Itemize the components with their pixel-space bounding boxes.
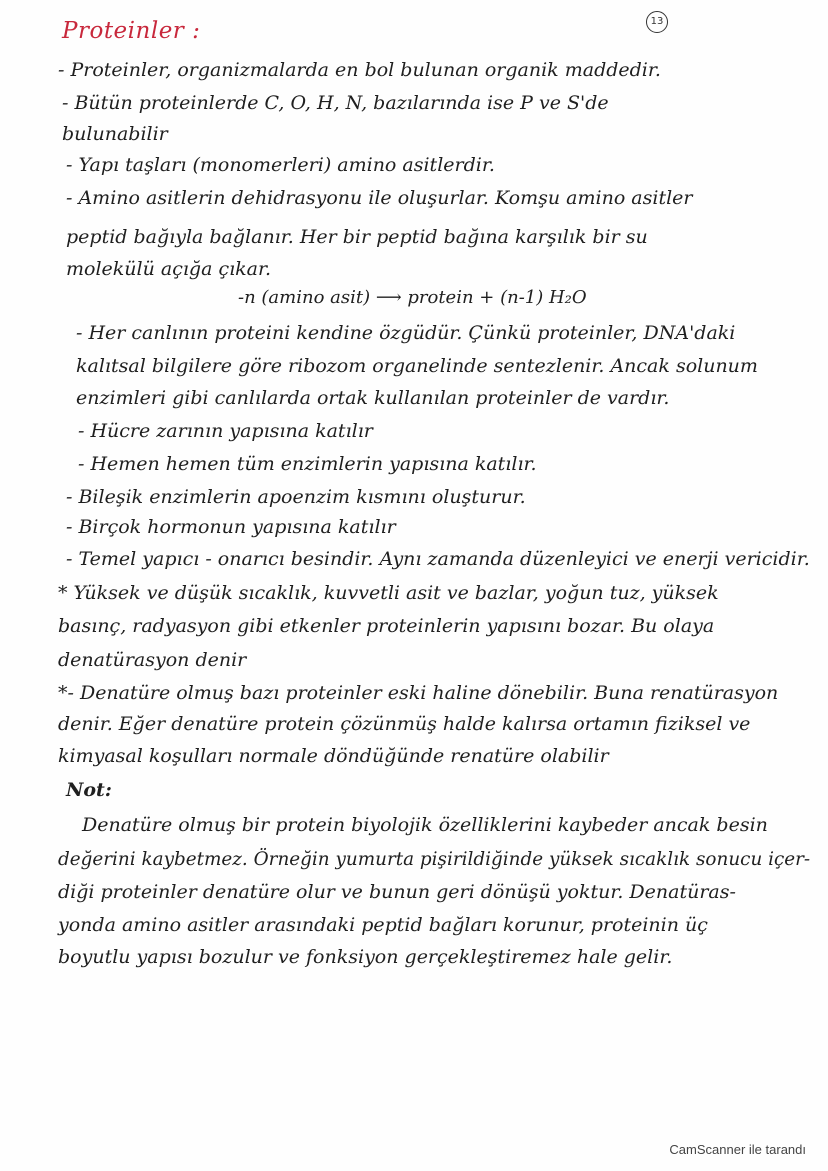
note-line: yonda amino asitler arasındaki peptid bağları korunur, proteinin üç — [58, 914, 708, 936]
note-line: - Birçok hormonun yapısına katılır — [66, 516, 396, 538]
note-line: kalıtsal bilgilere göre ribozom organelinde sentezlenir. Ancak solunum — [76, 355, 758, 377]
note-line: - Temel yapıcı - onarıcı besindir. Aynı zamanda düzenleyici ve enerji vericidir. — [66, 548, 810, 570]
page-number-badge: 13 — [646, 11, 668, 33]
note-line: diği proteinler denatüre olur ve bunun geri dönüşü yoktur. Denatüras- — [58, 881, 736, 903]
note-heading: Not: — [66, 779, 112, 801]
note-line: molekülü açığa çıkar. — [66, 258, 272, 280]
note-line: basınç, radyasyon gibi etkenler proteinlerin yapısını bozar. Bu olaya — [58, 615, 715, 637]
note-line: - Yapı taşları (monomerleri) amino asitlerdir. — [66, 154, 495, 176]
note-line: değerini kaybetmez. Örneğin yumurta pişirildiğinde yüksek sıcaklık sonucu içer- — [58, 848, 811, 870]
note-line: * Yüksek ve düşük sıcaklık, kuvvetli asit ve bazlar, yoğun tuz, yüksek — [58, 582, 719, 604]
note-line: - Her canlının proteini kendine özgüdür. Çünkü proteinler, DNA'daki — [76, 322, 736, 344]
formula-line: -n (amino asit) ⟶ protein + (n-1) H₂O — [238, 287, 587, 308]
note-line: - Amino asitlerin dehidrasyonu ile oluşurlar. Komşu amino asitler — [66, 187, 693, 209]
note-line: enzimleri gibi canlılarda ortak kullanılan proteinler de vardır. — [76, 387, 670, 409]
note-line: kimyasal koşulları normale döndüğünde renatüre olabilir — [58, 745, 609, 767]
note-line: bulunabilir — [62, 123, 168, 145]
note-line: denir. Eğer denatüre protein çözünmüş halde kalırsa ortamın fiziksel ve — [58, 713, 751, 735]
note-line: - Hücre zarının yapısına katılır — [78, 420, 373, 442]
page-title: Proteinler : — [62, 18, 201, 44]
note-line: *- Denatüre olmuş bazı proteinler eski haline dönebilir. Buna renatürasyon — [58, 682, 779, 704]
note-line: - Hemen hemen tüm enzimlerin yapısına katılır. — [78, 453, 537, 475]
note-line: denatürasyon denir — [58, 649, 247, 671]
note-line: - Bütün proteinlerde C, O, H, N, bazılarında ise P ve S'de — [62, 92, 609, 114]
scanner-watermark: CamScanner ile tarandı — [669, 1142, 806, 1157]
note-line: peptid bağıyla bağlanır. Her bir peptid bağına karşılık bir su — [66, 226, 648, 248]
note-line: - Proteinler, organizmalarda en bol bulunan organik maddedir. — [58, 59, 661, 81]
note-line: - Bileşik enzimlerin apoenzim kısmını oluşturur. — [66, 486, 526, 508]
note-line: boyutlu yapısı bozulur ve fonksiyon gerçekleştiremez hale gelir. — [58, 946, 673, 968]
note-line: Denatüre olmuş bir protein biyolojik özelliklerini kaybeder ancak besin — [82, 814, 768, 836]
